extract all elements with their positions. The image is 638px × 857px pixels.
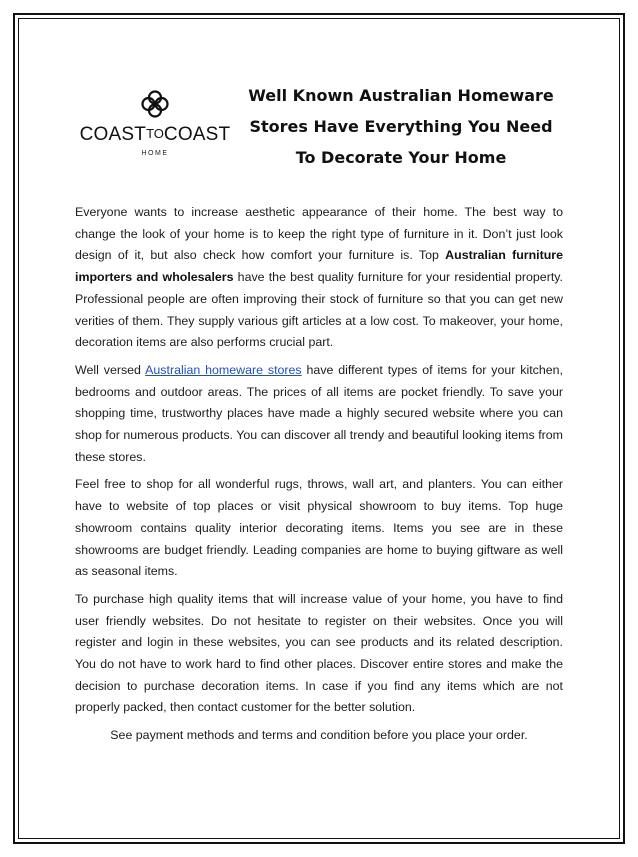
paragraph-3: Feel free to shop for all wonderful rugs, throws, wall art, and planters. You can either have to website of top places or visit physical showroom to buy items. Top huge showroom contains quality interior decorating items. Items you see are in these showrooms are budget friendly. Leading companies are home to buying giftware as well as seasonal items. — [75, 477, 563, 579]
logo-subtitle: HOME — [141, 150, 169, 157]
bold-phrase-furniture-importers: Australian furniture importers and wholesalers — [75, 248, 564, 285]
title-line-2: Stores Have Everything You Need — [249, 117, 553, 136]
interlocking-rings-icon — [139, 88, 171, 120]
title-line-1: Well Known Australian Homeware — [248, 86, 554, 105]
paragraph-4: To purchase high quality items that will increase value of your home, you have to find user friendly websites. Do not hesitate to register on their websites. Once you will register and login in these websites, you can see products and its related description. You do not have to work hard to find other places. Discover entire stores and make the decision to purchase decoration items. In case if you find any items which are not properly packed, then contact customer for the better solution. — [75, 591, 563, 715]
title-line-3: To Decorate Your Home — [295, 148, 507, 167]
homeware-stores-link[interactable]: Australian homeware stores — [145, 362, 302, 377]
paragraph-1-text-start: Everyone wants to increase aesthetic appearance of their home. The best way to change the look of your home is to keep the right type of furniture in it. Don’t just look design of it, but also check how comfort your furniture is. Top — [75, 205, 563, 263]
paragraph-2-text-end: have different types of items for your kitchen, bedrooms and outdoor areas. The prices of all items are pocket friendly. To save your shopping time, trustworthy places have made a highly secured website where you can shop for numerous products. You can discover all trendy and beautiful looking items from these stores. — [75, 362, 563, 464]
brand-logo — [76, 84, 234, 166]
paragraph-2 — [75, 360, 563, 469]
page-title — [228, 80, 574, 173]
article-body — [75, 202, 563, 753]
logo-word-mid: TO — [146, 126, 164, 141]
logo-word-end: COAST — [163, 124, 231, 145]
paragraph-1-text-end: have the best quality furniture for your residential property. Professional people are often improving their stock of furniture so that you can get new verities of them. They supply various gift articles at a low cost. To makeover, your home, decoration items are also performs crucial part. — [75, 270, 563, 350]
logo-wordmark — [76, 124, 234, 146]
logo-word-start: COAST — [79, 124, 147, 145]
paragraph-1 — [75, 202, 563, 354]
paragraph-5: See payment methods and terms and condition before you place your order. — [110, 728, 528, 743]
paragraph-2-text-start: Well versed — [75, 362, 146, 377]
